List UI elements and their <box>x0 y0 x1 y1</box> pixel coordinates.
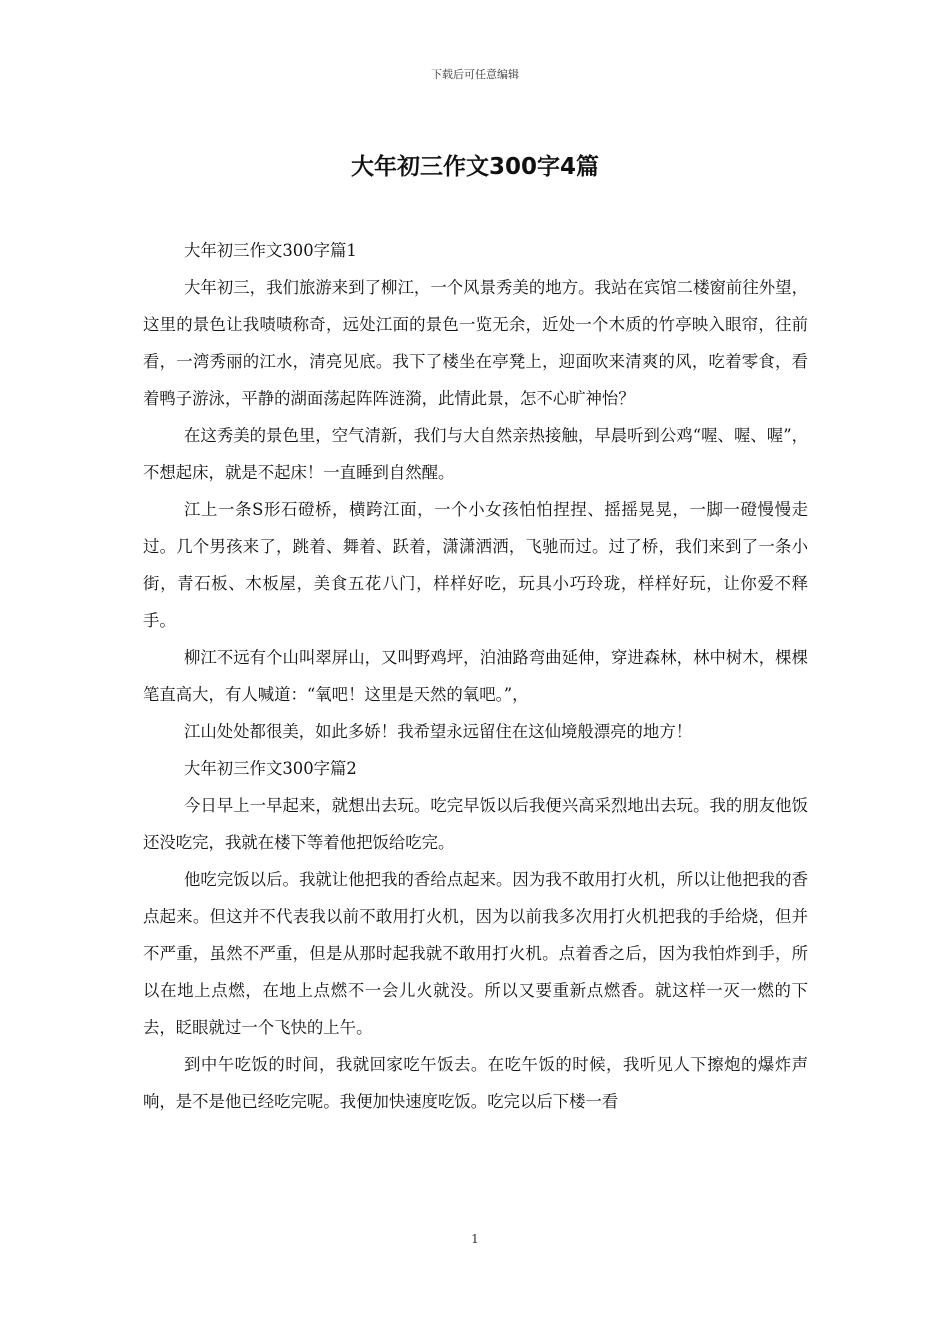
page-header-note: 下载后可任意编辑 <box>431 68 519 81</box>
paragraph: 他吃完饭以后。我就让他把我的香给点起来。因为我不敢用打火机，所以让他把我的香点起来。但这并不代表我以前不敢用打火机，因为以前我多次用打火机把我的手给烧，但并不严重，虽然不严重，但是从那时起我就不敢用打火机。点着香之后，因为我怕炸到手，所以在地上点燃，在地上点燃不一会儿火就没。所以又要重新点燃香。就这样一灭一燃的下去，眨眼就过一个飞快的上午。 <box>143 870 808 1037</box>
paragraph: 在这秀美的景色里，空气清新，我们与大自然亲热接触，早晨听到公鸡“喔、喔、喔”，不想起床，就是不起床！一直睡到自然醒。 <box>143 426 808 482</box>
paragraph: 今日早上一早起来，就想出去玩。吃完早饭以后我便兴高采烈地出去玩。我的朋友他饭还没吃完，我就在楼下等着他把饭给吃完。 <box>143 796 808 852</box>
paragraph: 江山处处都很美，如此多娇！我希望永远留住在这仙境般漂亮的地方！ <box>184 722 693 741</box>
paragraph: 大年初三，我们旅游来到了柳江，一个风景秀美的地方。我站在宾馆二楼窗前往外望，这里的景色让我啧啧称奇，远处江面的景色一览无余，近处一个木质的竹亭映入眼帘，往前看，一湾秀丽的江水，清亮见底。我下了楼坐在亭凳上，迎面吹来清爽的风，吃着零食，看着鸭子游泳，平静的湖面荡起阵阵涟漪，此情此景，怎不心旷神怡？ <box>143 278 808 408</box>
paragraph: 到中午吃饭的时间，我就回家吃午饭去。在吃午饭的时候，我听见人下擦炮的爆炸声响，是不是他已经吃完呢。我便加快速度吃饭。吃完以后下楼一看 <box>143 1055 808 1111</box>
page-number: 1 <box>471 1232 479 1246</box>
paragraph: 江上一条S形石磴桥，横跨江面，一个小女孩怕怕捏捏、摇摇晃晃，一脚一磴慢慢走过。几个男孩来了，跳着、舞着、跃着，潇潇洒洒，飞驰而过。过了桥，我们来到了一条小街，青石板、木板屋，美食五花八门，样样好吃，玩具小巧玲珑，样样好玩，让你爱不释手。 <box>143 500 808 630</box>
paragraph: 柳江不远有个山叫翠屏山，又叫野鸡坪，泊油路弯曲延伸，穿进森林，林中树木，棵棵笔直高大，有人喊道：“氧吧！这里是天然的氧吧。”， <box>143 648 808 704</box>
section-heading-1: 大年初三作文300字篇1 <box>184 241 357 260</box>
section-heading-2: 大年初三作文300字篇2 <box>184 759 357 778</box>
document-body <box>143 232 808 1120</box>
document-title: 大年初三作文300字4篇 <box>350 154 599 180</box>
